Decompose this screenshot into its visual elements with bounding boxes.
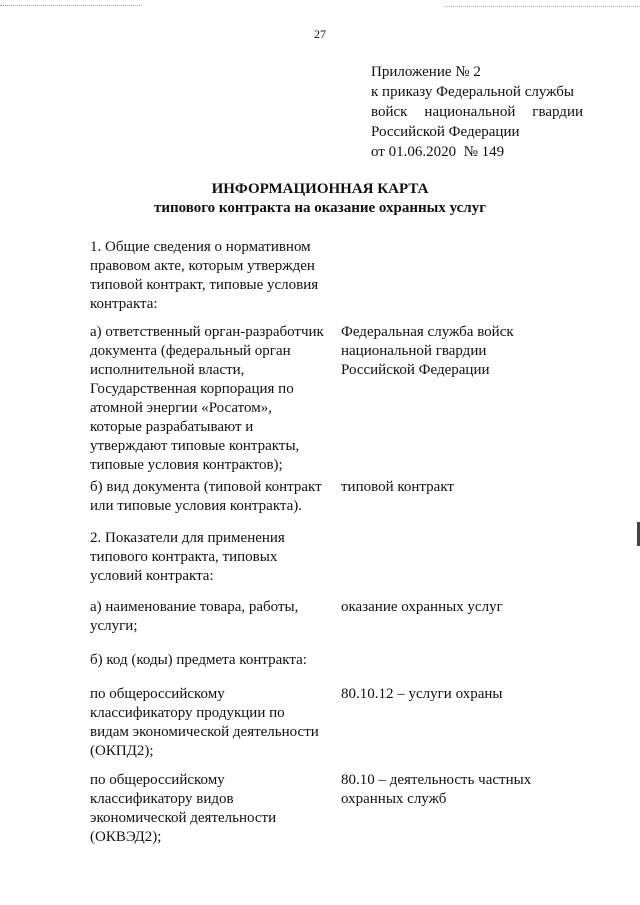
label-line: типовые условия контрактов); bbox=[90, 457, 283, 473]
value-line: национальной гвардии bbox=[341, 343, 487, 359]
label-line: (ОКПД2); bbox=[90, 743, 154, 759]
info-row-label bbox=[90, 651, 334, 670]
appendix-line: войск национальной гвардии bbox=[371, 104, 583, 120]
info-row-value bbox=[341, 685, 571, 704]
label-line: (ОКВЭД2); bbox=[90, 829, 162, 845]
label-line: б) код (коды) предмета контракта: bbox=[90, 652, 307, 668]
value-line: Федеральная служба войск bbox=[341, 324, 514, 340]
label-line: исполнительной власти, bbox=[90, 362, 245, 378]
value-line: 80.10.12 – услуги охраны bbox=[341, 686, 503, 702]
value-line: типовой контракт bbox=[341, 479, 454, 495]
info-row-value bbox=[341, 598, 571, 617]
page-number: 27 bbox=[314, 27, 326, 41]
label-line: типовой контракт, типовые условия bbox=[90, 277, 319, 293]
label-line: видам экономической деятельности bbox=[90, 724, 319, 740]
label-line: 1. Общие сведения о нормативном bbox=[90, 239, 311, 255]
document-subtitle: типового контракта на оказание охранных услуг bbox=[153, 200, 487, 216]
appendix-line: от 01.06.2020 № 149 bbox=[371, 144, 505, 160]
info-row-label bbox=[90, 238, 334, 314]
info-row-label bbox=[90, 478, 334, 516]
info-row-value bbox=[341, 478, 571, 497]
label-line: Государственная корпорация по bbox=[90, 381, 294, 397]
info-row-value bbox=[341, 323, 571, 380]
label-line: которые разрабатывают и bbox=[90, 419, 254, 435]
value-line: 80.10 – деятельность частных bbox=[341, 772, 532, 788]
scan-artifact bbox=[445, 6, 640, 8]
info-row-label bbox=[90, 598, 334, 636]
appendix-block bbox=[371, 62, 583, 162]
appendix-line: к приказу Федеральной службы bbox=[371, 84, 575, 100]
label-line: б) вид документа (типовой контракт bbox=[90, 479, 322, 495]
label-line: утверждают типовые контракты, bbox=[90, 438, 300, 454]
appendix-line: Российской Федерации bbox=[371, 124, 520, 140]
info-row-label bbox=[90, 323, 334, 475]
value-line: охранных служб bbox=[341, 791, 447, 807]
label-line: классификатору продукции по bbox=[90, 705, 285, 721]
label-line: классификатору видов bbox=[90, 791, 234, 807]
label-line: по общероссийскому bbox=[90, 772, 225, 788]
label-line: атомной энергии «Росатом», bbox=[90, 400, 272, 416]
document-title: ИНФОРМАЦИОННАЯ КАРТА bbox=[211, 181, 429, 197]
value-line: Российской Федерации bbox=[341, 362, 490, 378]
label-line: по общероссийскому bbox=[90, 686, 225, 702]
label-line: типового контракта, типовых bbox=[90, 549, 278, 565]
label-line: условий контракта: bbox=[90, 568, 214, 584]
label-line: услуги; bbox=[90, 618, 138, 634]
value-line: оказание охранных услуг bbox=[341, 599, 503, 615]
label-line: документа (федеральный орган bbox=[90, 343, 291, 359]
info-row-label bbox=[90, 685, 334, 761]
info-row-label bbox=[90, 771, 334, 847]
label-line: экономической деятельности bbox=[90, 810, 277, 826]
appendix-line: Приложение № 2 bbox=[371, 64, 481, 80]
info-row-label bbox=[90, 529, 334, 586]
label-line: а) ответственный орган-разработчик bbox=[90, 324, 324, 340]
label-line: а) наименование товара, работы, bbox=[90, 599, 299, 615]
label-line: контракта: bbox=[90, 296, 158, 312]
label-line: или типовые условия контракта). bbox=[90, 498, 303, 514]
document-heading bbox=[0, 180, 640, 218]
info-row-value bbox=[341, 771, 571, 809]
label-line: 2. Показатели для применения bbox=[90, 530, 285, 546]
scan-artifact bbox=[0, 5, 140, 7]
label-line: правовом акте, которым утвержден bbox=[90, 258, 315, 274]
